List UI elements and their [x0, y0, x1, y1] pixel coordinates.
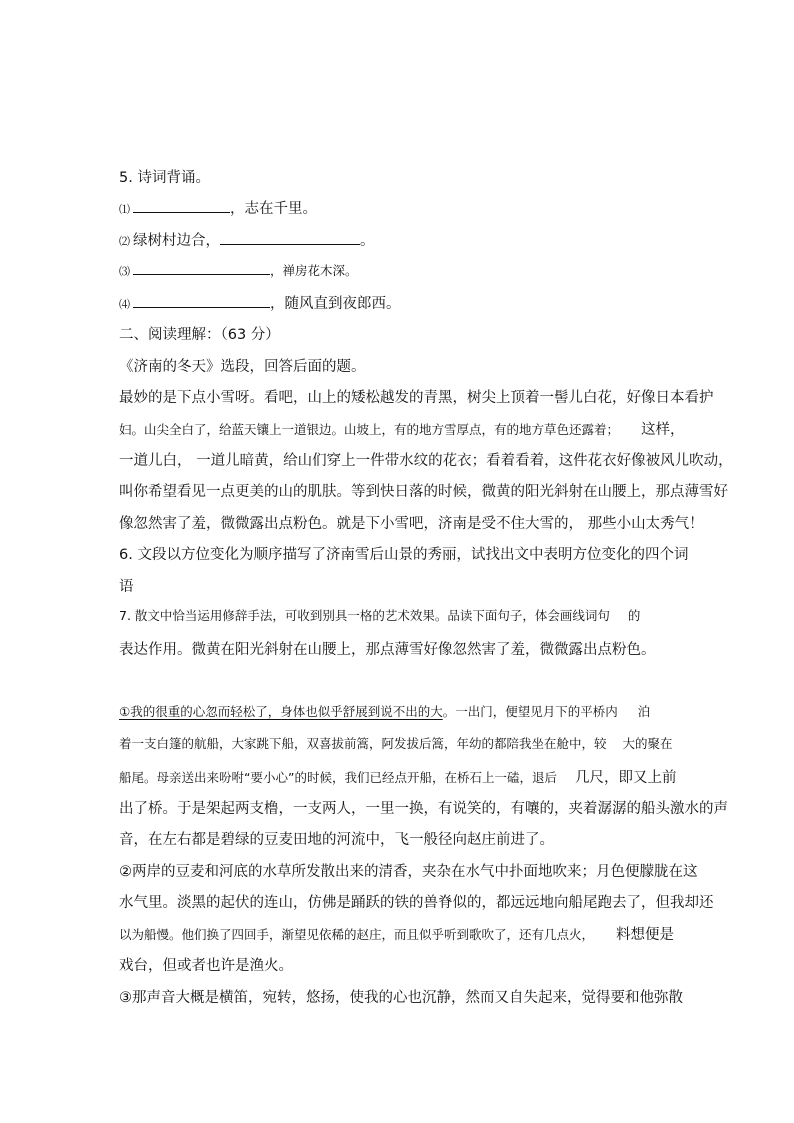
- poetry-item-1: [119, 197, 317, 218]
- reading-intro: 《济南的冬天》选段，回答后面的题。: [119, 359, 366, 375]
- passage2-line: 船尾。母亲送出来吩咐“要小心”的时候，我们已经点开船，在桥石上一磕，退后 几尺，即又上前: [119, 770, 677, 786]
- underlined-sentence: ①我的很重的心忽而轻松了，身体也似乎舒展到说不出的大: [119, 704, 443, 719]
- poem-text: ，随风直到夜郎西。: [270, 296, 401, 312]
- poem-text: ，禅房花木深。: [270, 263, 358, 278]
- passage2-line: 以为船慢。他们换了四回手，渐望见依稀的赵庄，而且似乎听到歌吹了，还有几点火， 料想便是: [119, 927, 675, 943]
- poem-text: ，志在千里。: [230, 201, 317, 217]
- passage-line: 叫你希望看见一点更美的山的肌肤。等到快日落的时候，微黄的阳光斜射在山腰上，那点薄雪好: [119, 484, 728, 500]
- poem-text: 绿树村边合，: [133, 233, 220, 249]
- answer-blank[interactable]: [133, 199, 230, 213]
- passage2-line: 出了桥。于是架起两支橹，一支两人，一里一换，有说笑的，有嚷的，夹着潺潺的船头激水的声: [119, 801, 728, 817]
- item-number: ⑵: [119, 235, 130, 248]
- answer-blank[interactable]: [133, 294, 270, 308]
- passage2-line: ②两岸的豆麦和河底的水草所发散出来的清香，夹杂在水气中扑面地吹来；月色便朦胧在这: [119, 864, 698, 880]
- passage2-line: 戏台，但或者也许是渔火。: [119, 958, 293, 974]
- answer-blank[interactable]: [133, 261, 270, 275]
- section-heading: 二、阅读理解：（63 分）: [119, 327, 280, 343]
- poetry-title: 5. 诗词背诵。: [119, 170, 210, 186]
- passage-line: 最妙的是下点小雪呀。看吧，山上的矮松越发的青黑，树尖上顶着一髻儿白花，好像日本看护: [119, 390, 714, 406]
- passage-line: 像忽然害了羞，微微露出点粉色。就是下小雪吧，济南是受不住大雪的， 那些小山太秀气！: [119, 516, 704, 532]
- passage2-line: 着一支白篷的航船，大家跳下船，双喜拔前篙，阿发拔后篙，年幼的都陪我坐在舱中，较 大的聚在: [119, 736, 673, 751]
- poem-text: 。: [360, 233, 375, 249]
- question-7: 7. 散文中恰当运用修辞手法，可收到别具一格的艺术效果。品读下面句子，体会画线词句 的: [119, 608, 641, 623]
- passage-line: 一道儿白， 一道儿暗黄，给山们穿上一件带水纹的花衣；看着看着，这件花衣好像被风儿吹动，: [119, 453, 733, 469]
- passage2-line: ①我的很重的心忽而轻松了，身体也似乎舒展到说不出的大。一出门，便望见月下的平桥内 泊: [119, 704, 651, 719]
- poetry-item-4: [119, 292, 401, 313]
- question-6: 6. 文段以方位变化为顺序描写了济南雪后山景的秀丽，试找出文中表明方位变化的四个词: [119, 547, 689, 563]
- passage2-line: 水气里。淡黑的起伏的连山，仿佛是踊跃的铁的兽脊似的，都远远地向船尾跑去了，但我却还: [119, 895, 714, 911]
- poetry-item-2: [119, 229, 375, 250]
- poetry-item-3: [119, 261, 358, 279]
- item-number: ⑶: [119, 265, 130, 278]
- question-7: 表达作用。微黄在阳光斜射在山腰上，那点薄雪好像忽然害了羞，微微露出点粉色。: [119, 642, 656, 658]
- answer-blank[interactable]: [220, 231, 360, 245]
- passage2-line: ③那声音大概是横笛，宛转，悠扬，使我的心也沉静，然而又自失起来，觉得要和他弥散: [119, 990, 683, 1006]
- passage-line: 妇。山尖全白了，给蓝天镶上一道银边。山坡上，有的地方雪厚点，有的地方草色还露着； 这样，: [119, 422, 685, 438]
- passage2-line: 音，在左右都是碧绿的豆麦田地的河流中，飞一般径向赵庄前进了。: [119, 832, 554, 848]
- item-number: ⑷: [119, 298, 130, 311]
- question-6: 语: [119, 579, 134, 595]
- item-number: ⑴: [119, 203, 130, 216]
